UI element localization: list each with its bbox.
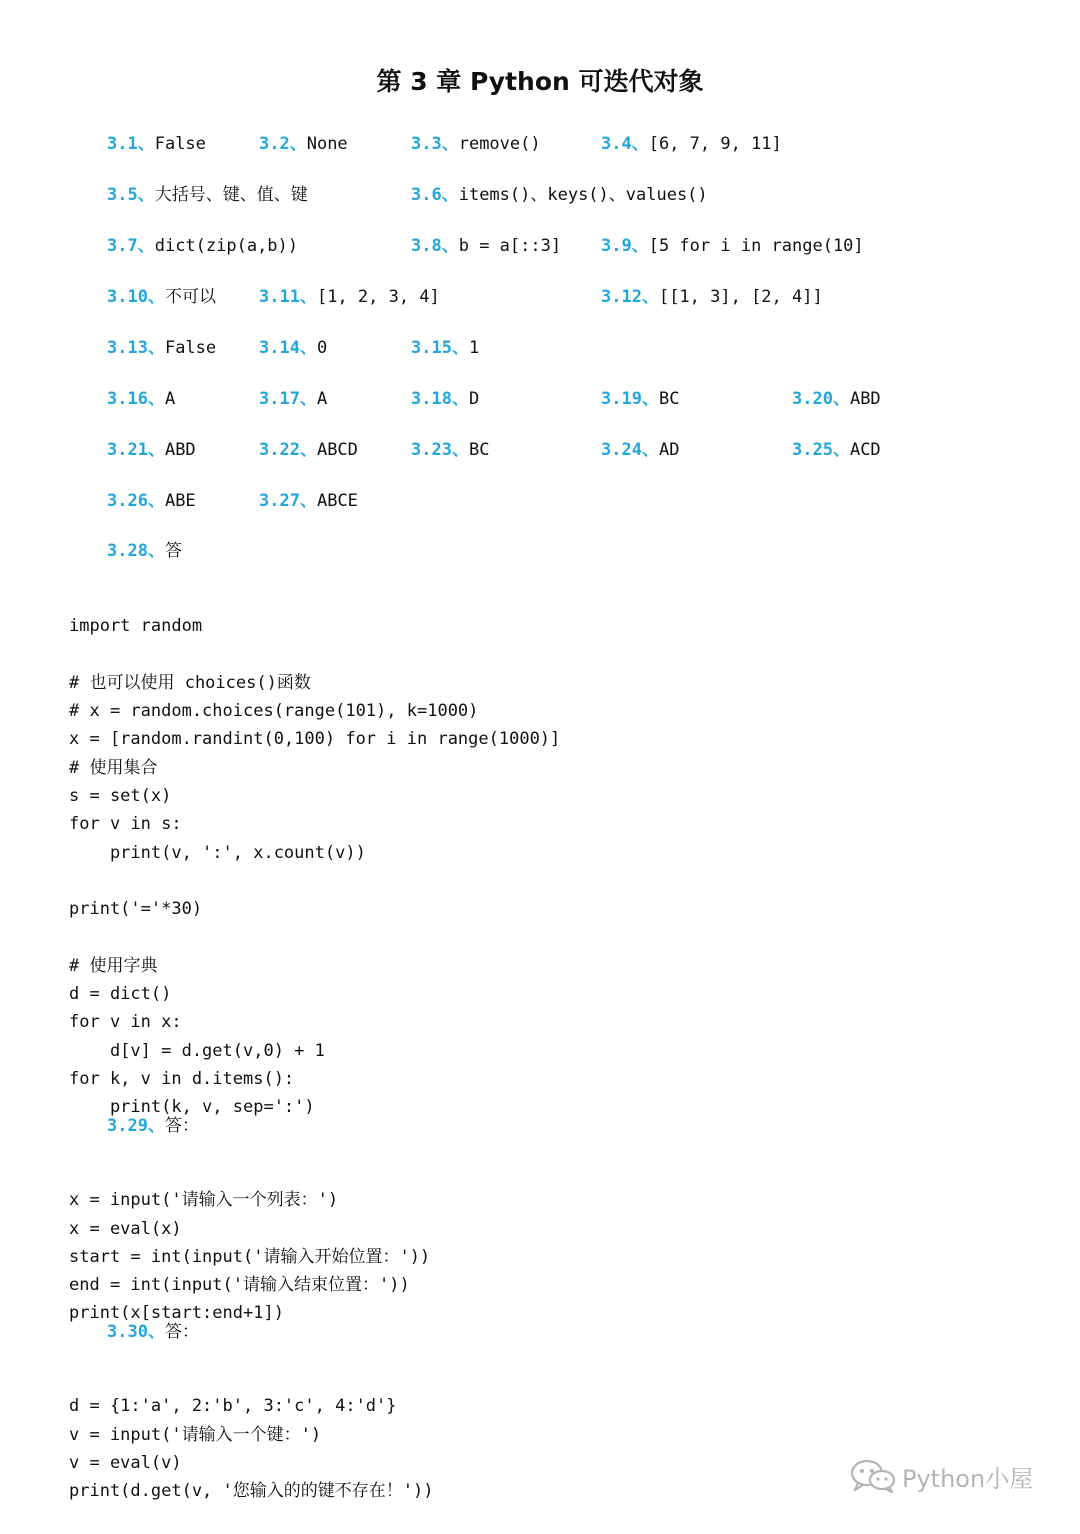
answer-3-27 xyxy=(259,490,358,512)
answer-text: items()、keys()、values() xyxy=(458,185,708,205)
chapter-title: 第 3 章 Python 可迭代对象 xyxy=(376,67,704,96)
code-line: v = eval(v) xyxy=(69,1452,182,1473)
answer-number: 3.20、 xyxy=(792,389,850,409)
code-line: x = [random.randint(0,100) for i in range(1000)] xyxy=(69,729,561,750)
code-line: print('='*30) xyxy=(69,899,203,920)
answer-3-19 xyxy=(601,388,679,410)
answer-number: 3.26、 xyxy=(107,491,165,511)
answer-text: AD xyxy=(658,440,680,460)
answer-text: ACD xyxy=(849,440,881,460)
answer-number: 3.29、 xyxy=(107,1116,165,1136)
answer-text: [6, 7, 9, 11] xyxy=(648,134,782,154)
answer-text: D xyxy=(468,389,480,409)
answer-number: 3.6、 xyxy=(411,185,459,205)
code-line xyxy=(69,924,560,952)
answer-number: 3.24、 xyxy=(601,440,659,460)
answer-text: 答 xyxy=(164,541,182,561)
answer-3-16 xyxy=(107,388,175,410)
answer-3-22 xyxy=(259,439,358,461)
answer-3-26 xyxy=(107,490,196,512)
code-line: end = int(input('请输入结束位置：')) xyxy=(69,1275,410,1296)
answer-text: b = a[::3] xyxy=(458,236,562,256)
watermark xyxy=(850,1455,1050,1495)
answer-number: 3.4、 xyxy=(601,134,649,154)
answer-number: 3.11、 xyxy=(259,287,317,307)
answer-number: 3.10、 xyxy=(107,287,165,307)
answer-number: 3.18、 xyxy=(411,389,469,409)
answer-number: 3.19、 xyxy=(601,389,659,409)
answer-3-29 xyxy=(107,1115,199,1137)
answer-text: [1, 2, 3, 4] xyxy=(316,287,440,307)
code-line: # 使用集合 xyxy=(69,757,158,778)
answer-text: [[1, 3], [2, 4]] xyxy=(658,287,823,307)
answer-text: None xyxy=(306,134,348,154)
answer-3-6 xyxy=(411,184,708,206)
code-line: print(x[start:end+1]) xyxy=(69,1303,284,1324)
code-line: # 使用字典 xyxy=(69,955,158,976)
answer-number: 3.27、 xyxy=(259,491,317,511)
answer-text: BC xyxy=(468,440,490,460)
answer-number: 3.15、 xyxy=(411,338,469,358)
answer-3-10 xyxy=(107,286,216,308)
code-line xyxy=(69,641,560,669)
answer-text: ABCE xyxy=(316,491,358,511)
answer-text: A xyxy=(164,389,176,409)
answer-number: 3.23、 xyxy=(411,440,469,460)
code-line: print(k, v, sep=':') xyxy=(69,1097,315,1118)
answer-text: False xyxy=(154,134,206,154)
answer-number: 3.30、 xyxy=(107,1322,165,1342)
answer-3-5 xyxy=(107,184,308,206)
answer-number: 3.25、 xyxy=(792,440,850,460)
answer-3-15 xyxy=(411,337,479,359)
answer-text: BC xyxy=(658,389,680,409)
answer-text: 答： xyxy=(164,1322,199,1342)
answer-3-3 xyxy=(411,133,541,155)
answer-3-20 xyxy=(792,388,881,410)
answer-number: 3.7、 xyxy=(107,236,155,256)
answer-3-30 xyxy=(107,1321,199,1343)
code-line: d = {1:'a', 2:'b', 3:'c', 4:'d'} xyxy=(69,1396,397,1417)
answer-3-21 xyxy=(107,439,196,461)
answer-3-18 xyxy=(411,388,479,410)
answer-3-11 xyxy=(259,286,440,308)
code-line: x = input('请输入一个列表：') xyxy=(69,1190,339,1211)
answer-number: 3.13、 xyxy=(107,338,165,358)
answer-3-28 xyxy=(107,540,182,562)
code-line: for v in s: xyxy=(69,814,182,835)
answer-3-12 xyxy=(601,286,823,308)
code-line: start = int(input('请输入开始位置：')) xyxy=(69,1246,431,1267)
answer-3-4 xyxy=(601,133,782,155)
answer-text: ABD xyxy=(849,389,881,409)
answer-text: 答： xyxy=(164,1116,199,1136)
wechat-icon xyxy=(850,1459,898,1493)
watermark-text: Python小屋 xyxy=(902,1465,1034,1493)
answer-3-25 xyxy=(792,439,881,461)
answer-text: dict(zip(a,b)) xyxy=(154,236,299,256)
code-line xyxy=(69,867,560,895)
code-line: # 也可以使用 choices()函数 xyxy=(69,672,311,693)
answer-3-13 xyxy=(107,337,216,359)
answer-number: 3.5、 xyxy=(107,185,155,205)
answer-text: 0 xyxy=(316,338,328,358)
answer-text: [5 for i in range(10] xyxy=(648,236,864,256)
answer-text: False xyxy=(164,338,217,358)
answer-number: 3.17、 xyxy=(259,389,317,409)
code-line: for v in x: xyxy=(69,1012,182,1033)
code-line: print(d.get(v, '您输入的的键不存在！')) xyxy=(69,1481,434,1502)
code-line: d = dict() xyxy=(69,984,172,1005)
answer-number: 3.2、 xyxy=(259,134,307,154)
answer-number: 3.9、 xyxy=(601,236,649,256)
answer-3-8 xyxy=(411,235,561,257)
code-line: v = input('请输入一个键：') xyxy=(69,1424,322,1445)
answer-3-17 xyxy=(259,388,327,410)
code-line: import random xyxy=(69,616,203,637)
code-line: # x = random.choices(range(101), k=1000) xyxy=(69,701,479,722)
answer-3-14 xyxy=(259,337,327,359)
answer-3-23 xyxy=(411,439,489,461)
answer-text: ABD xyxy=(164,440,196,460)
answer-number: 3.22、 xyxy=(259,440,317,460)
answer-number: 3.8、 xyxy=(411,236,459,256)
code-line: d[v] = d.get(v,0) + 1 xyxy=(69,1040,325,1061)
answer-number: 3.21、 xyxy=(107,440,165,460)
answer-3-24 xyxy=(601,439,679,461)
answer-3-7 xyxy=(107,235,298,257)
answer-3-1 xyxy=(107,133,206,155)
answer-number: 3.1、 xyxy=(107,134,155,154)
answer-text: 1 xyxy=(468,338,480,358)
answer-number: 3.3、 xyxy=(411,134,459,154)
answer-number: 3.12、 xyxy=(601,287,659,307)
answer-number: 3.16、 xyxy=(107,389,165,409)
code-line: for k, v in d.items(): xyxy=(69,1069,295,1090)
code-line: x = eval(x) xyxy=(69,1218,182,1239)
answer-text: ABE xyxy=(164,491,196,511)
answer-3-2 xyxy=(259,133,348,155)
answer-text: 不可以 xyxy=(164,287,216,307)
answer-number: 3.14、 xyxy=(259,338,317,358)
answer-text: A xyxy=(316,389,328,409)
answer-text: 大括号、键、值、键 xyxy=(154,185,308,205)
answer-text: remove() xyxy=(458,134,541,154)
code-block-3-30 xyxy=(69,1364,433,1534)
answer-text: ABCD xyxy=(316,440,358,460)
answer-number: 3.28、 xyxy=(107,541,165,561)
code-block-3-28 xyxy=(69,584,560,1150)
code-line: s = set(x) xyxy=(69,786,172,807)
code-line: print(v, ':', x.count(v)) xyxy=(69,842,366,863)
answer-3-9 xyxy=(601,235,864,257)
